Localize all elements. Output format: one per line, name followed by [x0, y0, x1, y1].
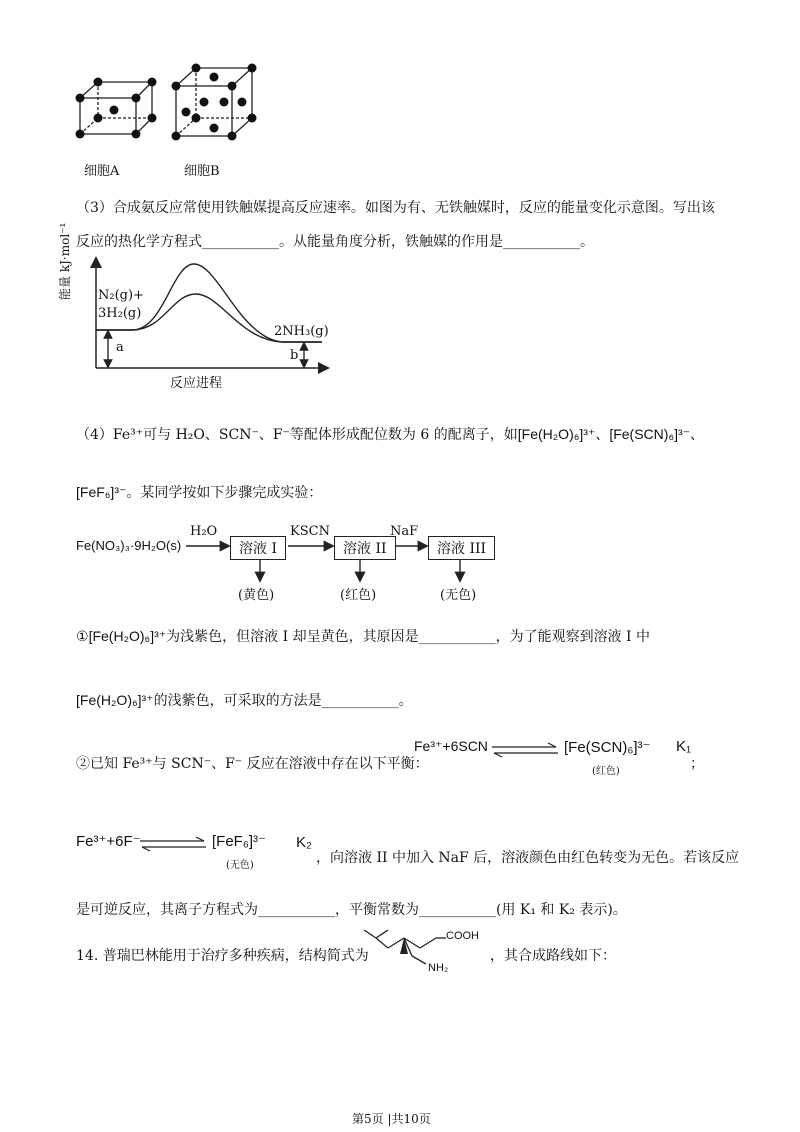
- complex-fef6: [FeF₆]³⁻: [76, 484, 127, 500]
- eq2-text: ，向溶液 II 中加入 NaF 后，溶液颜色由红色转变为无色。若该反应: [316, 850, 740, 866]
- mark-a: a: [116, 340, 124, 355]
- q3-line2: 反应的热化学方程式___________。从能量角度分析，铁触媒的作用是___________。: [76, 234, 594, 250]
- q3-line1: （3）合成氨反应常使用铁触媒提高反应速率。如图为有、无铁触媒时，反应的能量变化示意图。写出该: [76, 200, 715, 216]
- q4-sub2: ②已知 Fe³⁺与 SCN⁻、F⁻ 反应在溶液中存在以下平衡：: [76, 756, 429, 772]
- nh2-label: NH₂: [428, 962, 449, 974]
- eq2-right: [FeF₆]³⁻: [212, 833, 266, 850]
- q4-last-line: 是可逆反应，其离子方程式为___________，平衡常数为___________(用 K₁ 和 K₂ 表示)。: [76, 902, 627, 918]
- complex-fe-scn: [Fe(SCN)₆]³⁻: [609, 426, 691, 442]
- q4-sep1: 、: [595, 427, 610, 443]
- flow-arrow1-label: H₂O: [190, 524, 218, 539]
- pregabalin-structure: [360, 920, 490, 980]
- energy-diagram: [72, 256, 332, 390]
- cell-b-label: 细胞B: [184, 164, 220, 179]
- eq1-right: [Fe(SCN)₆]³⁻: [564, 739, 651, 756]
- q4-sub1b: [76, 690, 413, 711]
- flow-box-solution2: 溶液 II: [334, 536, 396, 560]
- flow-color1: (黄色): [238, 588, 275, 603]
- q4-sep2: 、: [690, 427, 705, 443]
- sub1-complex: [Fe(H₂O)₆]³⁺: [88, 628, 167, 644]
- cell-a-label: 细胞A: [84, 164, 120, 179]
- eq2-note: (无色): [226, 860, 254, 871]
- energy-ylabel: 能量 kJ·mol⁻¹: [58, 222, 72, 300]
- energy-xlabel: 反应进程: [170, 376, 223, 391]
- flow-start: Fe(NO₃)₃·9H₂O(s): [76, 538, 182, 553]
- eq1-end: ；: [690, 756, 704, 772]
- eq1-note: (红色): [592, 766, 620, 777]
- eq2-k2: K₂: [296, 834, 312, 851]
- product-label: 2NH₃(g): [274, 324, 329, 339]
- reactant-label-2: 3H₂(g): [98, 306, 142, 321]
- mark-b: b: [290, 348, 299, 363]
- flow-arrow3-label: NaF: [390, 524, 419, 539]
- q4-line2-text: 。某同学按如下步骤完成实验：: [126, 485, 323, 501]
- eq1-equilibrium-arrows: [490, 742, 560, 758]
- sub1-text: 为浅紫色，但溶液 I 却呈黄色，其原因是___________，为了能观察到溶液 I 中: [166, 629, 651, 645]
- eq2-left: Fe³⁺+6F⁻: [76, 833, 141, 850]
- q14-text-suffix: ，其合成路线如下：: [490, 948, 616, 964]
- page-footer: 第5页 |共10页: [352, 1112, 431, 1126]
- flow-box-solution3: 溶液 III: [428, 536, 495, 560]
- q4-intro: [76, 424, 704, 445]
- q4-intro-text: （4）Fe³⁺可与 H₂O、SCN⁻、F⁻等配体形成配位数为 6 的配离子，如: [76, 427, 518, 443]
- sub1b-complex: [Fe(H₂O)₆]³⁺: [76, 692, 154, 708]
- q4-line2: [76, 482, 322, 503]
- sub1b-text: 的浅紫色，可采取的方法是___________。: [153, 693, 413, 709]
- flow-color3: (无色): [440, 588, 477, 603]
- eq1-k1: K₁: [676, 738, 692, 755]
- q14-text-prefix: 14. 普瑞巴林能用于治疗多种疾病，结构简式为: [76, 948, 369, 964]
- flow-box-solution1: 溶液 I: [230, 536, 286, 560]
- reactant-label-1: N₂(g)+: [98, 288, 144, 303]
- sub1-marker: ①: [76, 629, 89, 645]
- q4-sub1: [76, 626, 650, 647]
- flow-arrow2-label: KSCN: [290, 524, 330, 539]
- complex-fe-h2o: [Fe(H₂O)₆]³⁺: [517, 426, 596, 442]
- cooh-label: COOH: [446, 930, 479, 942]
- eq1-left: Fe³⁺+6SCN: [414, 738, 488, 754]
- flow-color2: (红色): [340, 588, 377, 603]
- eq2-equilibrium-arrows: [138, 836, 208, 852]
